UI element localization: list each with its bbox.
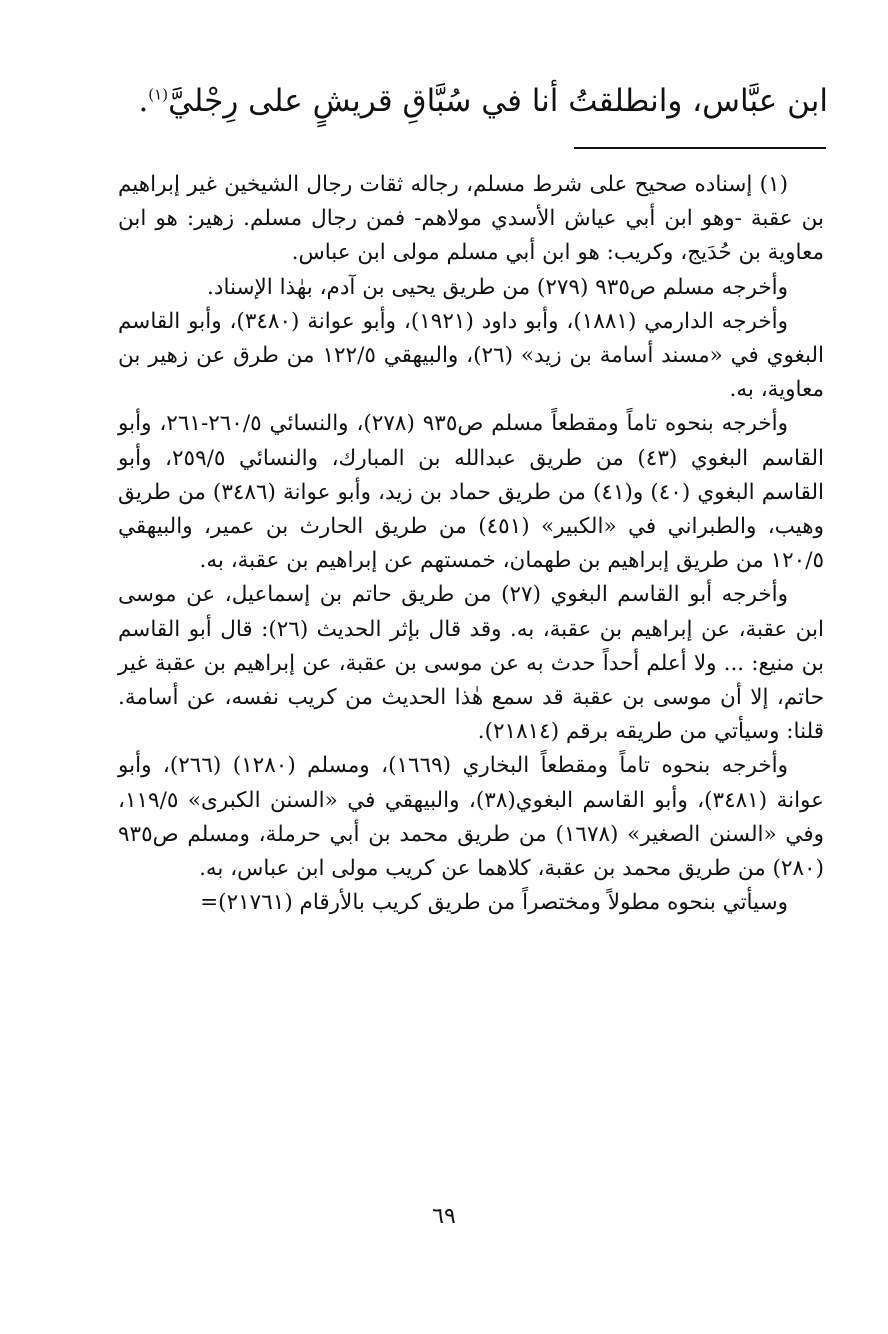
page-number: ٦٩ [432,1204,456,1229]
footnote-paragraph: (١) إسناده صحيح على شرط مسلم، رجاله ثقات رجال الشيخين غير إبراهيم بن عقبة -وهو ابن أبي عياش الأسدي مولاهم- فمن رجال مسلم. زهير: هو ابن معاوية بن حُدَيج، وكريب: هو ابن أبي مسلم مولى ابن عباس. [118,172,824,266]
main-text-line [68,78,828,124]
footnote-paragraph: وأخرجه بنحوه تاماً ومقطعاً مسلم ص٩٣٥ (٢٧٨)، والنسائي ٢٦٠/٥-٢٦١، وأبو القاسم البغوي (٤٣) من طريق عبدالله بن المبارك، والنسائي ٢٥٩/٥، وأبو القاسم البغوي (٤٠) و(٤١) من طريق حماد بن زيد، وأبو عوانة (٣٤٨٦) من طريق وهيب، والطبراني في «الكبير» (٤٥١) من طريق الحارث بن عمير، والبيهقي ١٢٠/٥ من طريق إبراهيم بن طهمان، خمستهم عن إبراهيم بن عقبة، به. [118,411,825,574]
footnote-paragraph: وأخرجه الدارمي (١٨٨١)، وأبو داود (١٩٢١)، وأبو عوانة (٣٤٨٠)، وأبو القاسم البغوي في «مسند أسامة بن زيد» (٢٦)، والبيهقي ١٢٢/٥ من طرق عن زهير بن معاوية، به. [118,308,824,403]
footnote-separator-rule [574,147,826,149]
footnote-paragraph: وأخرجه أبو القاسم البغوي (٢٧) من طريق حاتم بن إسماعيل، عن موسى ابن عقبة، عن إبراهيم بن عقبة، به. وقد قال بإثر الحديث (٢٦): قال أبو القاسم بن منيع: ... ولا أعلم أحداً حدث به عن موسى بن عقبة، عن إبراهيم بن عقبة غير حاتم، إلا أن موسى بن عقبة قد سمع هٰذا الحديث من كريب نفسه، عن أسامة. قلنا: وسيأتي من طريقه برقم (٢١٨١٤). [118,582,824,745]
main-text-content: ابن عبَّاس، وانطلقتُ أنا في سُبَّاقِ قريشٍ على رِجْليَّ [168,83,828,119]
footnote-paragraph: وسيأتي بنحوه مطولاً ومختصراً من طريق كريب بالأرقام (٢١٧٦١)= [200,890,788,916]
footnote-marker: (١) [148,85,169,104]
main-text-end: . [138,83,149,119]
footnote-paragraph: وأخرجه مسلم ص٩٣٥ (٢٧٩) من طريق يحيى بن آدم، بهٰذا الإسناد. [207,274,788,300]
footnote-paragraph: وأخرجه بنحوه تاماً ومقطعاً البخاري (١٦٦٩)، ومسلم (١٢٨٠) (٢٦٦)، وأبو عوانة (٣٤٨١)، وأبو القاسم البغوي(٣٨)، والبيهقي في «السنن الكبرى» ١١٩/٥، وفي «السنن الصغير» (١٦٧٨) من طريق محمد بن أبي حرملة، ومسلم ص٩٣٥ (٢٨٠) من طريق محمد بن عقبة، كلاهما عن كريب مولى ابن عباس، به. [118,753,824,882]
footnotes-section [118,168,824,920]
